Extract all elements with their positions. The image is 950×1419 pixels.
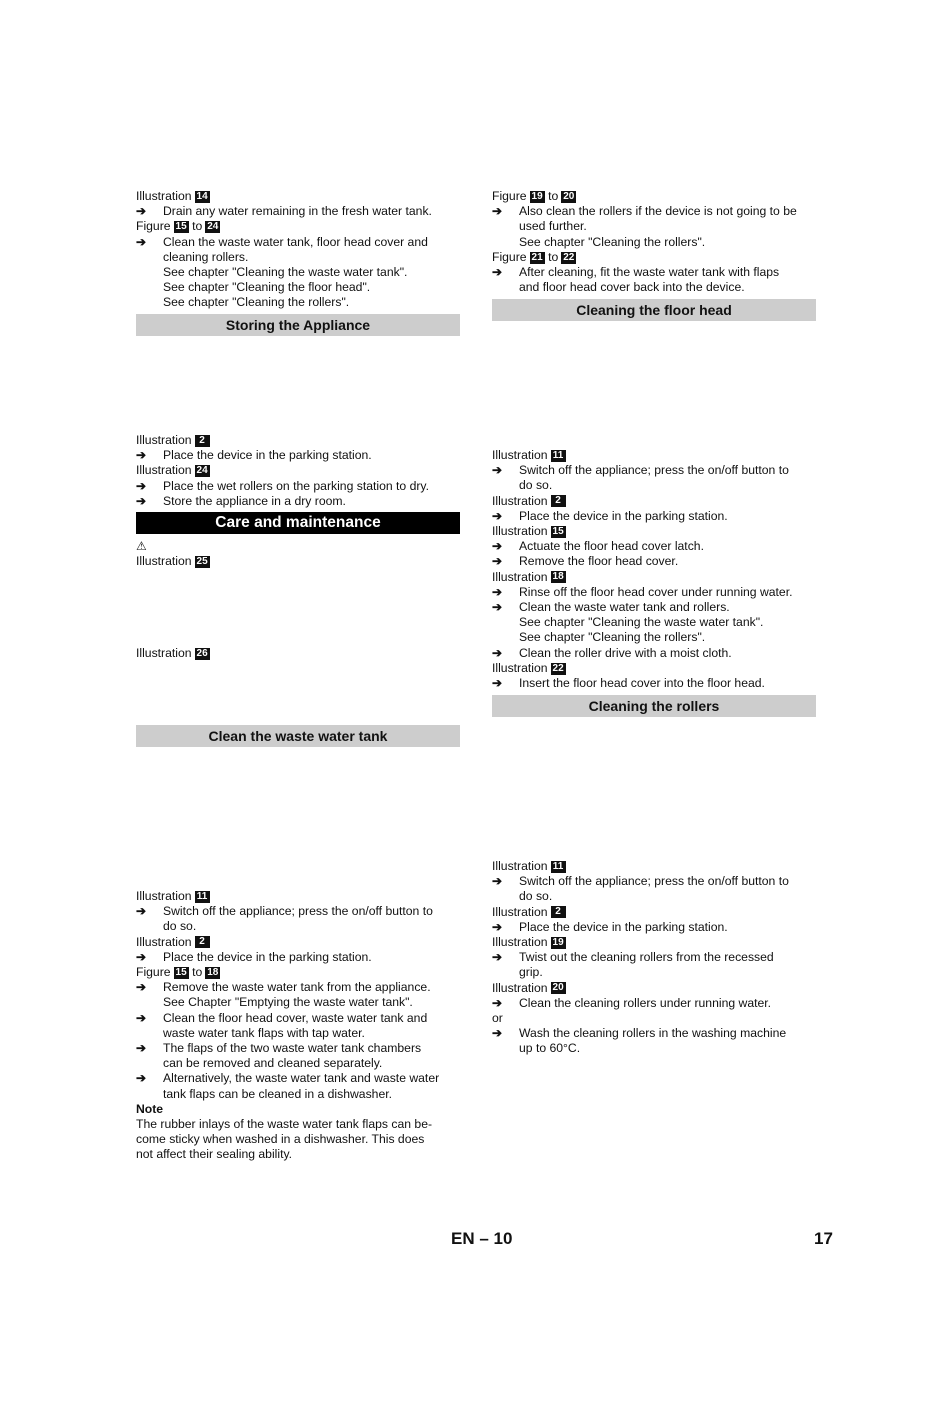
arrow-icon: ➔ xyxy=(492,539,503,554)
arrow-icon: ➔ xyxy=(136,234,147,249)
note-text: come sticky when washed in a dishwasher. This does xyxy=(136,1132,425,1147)
step: ➔ Switch off the appliance; press the on/off button to xyxy=(492,463,789,478)
figure-number-badge: 2 xyxy=(195,936,210,948)
arrow-icon: ➔ xyxy=(136,949,147,964)
step: ➔ Drain any water remaining in the fresh water tank. xyxy=(136,204,432,219)
illustration-ref: Illustration 19 xyxy=(492,935,564,950)
arrow-icon: ➔ xyxy=(492,554,503,569)
arrow-icon: ➔ xyxy=(136,1071,147,1086)
or-separator: or xyxy=(492,1011,503,1026)
figure-number-badge: 2 xyxy=(551,906,566,918)
arrow-icon: ➔ xyxy=(136,980,147,995)
illustration-ref: Illustration 15 xyxy=(492,524,564,539)
arrow-icon: ➔ xyxy=(492,919,503,934)
illustration-ref: Illustration 20 xyxy=(492,980,564,995)
section-heading-care: Care and maintenance xyxy=(136,512,460,534)
figure-number-badge: 20 xyxy=(552,982,564,994)
care-block xyxy=(136,539,460,569)
step: ➔ The flaps of the two waste water tank chambers xyxy=(136,1041,422,1056)
figure-number-badge: 18 xyxy=(207,966,219,978)
figure-number-badge: 15 xyxy=(552,525,564,537)
figure-number-badge: 24 xyxy=(207,221,219,233)
arrow-icon: ➔ xyxy=(136,204,147,219)
step: ➔ Switch off the appliance; press the on/off button to xyxy=(492,874,789,889)
step: ➔ Clean the floor head cover, waste water tank and xyxy=(136,1010,428,1025)
step: ➔ Place the device in the parking station. xyxy=(492,919,728,934)
note-text: not affect their sealing ability. xyxy=(136,1147,293,1162)
illustration-ref: Illustration 14 xyxy=(136,189,208,203)
step: ➔ Rinse off the floor head cover under running water. xyxy=(492,584,793,599)
note-text: The rubber inlays of the waste water tank flaps can be- xyxy=(136,1117,433,1132)
section-heading-storing: Storing the Appliance xyxy=(136,314,460,336)
illustration-ref: Illustration 25 xyxy=(136,554,208,569)
step: ➔ Insert the floor head cover into the floor head. xyxy=(492,676,765,691)
step: ➔ Clean the waste water tank, floor head cover and xyxy=(136,234,428,249)
arrow-icon: ➔ xyxy=(492,676,503,691)
illustration-ref: Illustration 2 xyxy=(492,905,816,920)
illustration-ref: Illustration 2 xyxy=(136,935,460,950)
figure-number-badge: 15 xyxy=(175,221,187,233)
step: ➔ Place the device in the parking station. xyxy=(136,949,372,964)
step: ➔ Place the device in the parking station. xyxy=(136,448,372,463)
figure-number-badge: 19 xyxy=(552,936,564,948)
arrow-icon: ➔ xyxy=(492,508,503,523)
illustration-ref: Illustration 18 xyxy=(492,569,564,584)
illustration-ref: Illustration 2 xyxy=(492,494,816,509)
arrow-icon: ➔ xyxy=(492,265,503,280)
figure-ref: Figure 15 to 18 xyxy=(136,965,219,980)
section-heading-waste-tank: Clean the waste water tank xyxy=(136,725,460,747)
step: ➔ Actuate the floor head cover latch. xyxy=(492,539,704,554)
storing-steps xyxy=(136,433,460,509)
step: ➔ Twist out the cleaning rollers from the recessed xyxy=(492,950,774,965)
figure-number-badge: 11 xyxy=(551,450,566,462)
section-heading-rollers: Cleaning the rollers xyxy=(492,695,816,717)
figure-ref: Figure 21 to 22 xyxy=(492,249,575,264)
figure-number-badge: 19 xyxy=(531,190,543,202)
care-illustration xyxy=(136,646,460,661)
floor-head-steps: Illustration 11 ➔ Switch off the appliance; press the on/off button to do so. Illustration 2 ➔ Place the device in the parking station. Illustration 15 ➔ Actuate the floor head cover latch. ➔ Remove the floor head cover. Illustration 18 ➔ Rinse off the floor head cover under running water. ➔ Clean the waste water tank and rollers. See chapter "Cleaning the waste water tank". See chapter "Cleaning the rollers". ➔ Clean the roller drive with a moist cloth. Illustration 22 ➔ Insert the floor head cover into the floor head. xyxy=(492,448,816,691)
arrow-icon: ➔ xyxy=(492,584,503,599)
step: ➔ Alternatively, the waste water tank and waste water xyxy=(136,1071,440,1086)
figure-number-badge: 11 xyxy=(195,891,210,903)
step: ➔ Clean the cleaning rollers under running water. xyxy=(492,995,772,1010)
step: ➔ After cleaning, fit the waste water tank with flaps xyxy=(492,265,780,280)
arrow-icon: ➔ xyxy=(492,874,503,889)
illustration-ref: Illustration 24 xyxy=(136,463,208,478)
illustration-ref: Illustration 11 xyxy=(492,859,816,874)
illustration-ref: Illustration 11 xyxy=(492,448,816,463)
arrow-icon: ➔ xyxy=(136,904,147,919)
step: ➔ Remove the waste water tank from the appliance. xyxy=(136,980,431,995)
illustration-ref: Illustration 2 xyxy=(136,433,460,448)
arrow-icon: ➔ xyxy=(136,478,147,493)
illustration-ref: Illustration 22 xyxy=(492,660,564,675)
illustration-ref: Illustration 11 xyxy=(136,889,460,904)
figure-ref: Figure 15 to 24 xyxy=(136,219,219,234)
arrow-icon: ➔ xyxy=(492,995,503,1010)
figure-number-badge: 25 xyxy=(196,555,208,567)
figure-number-badge: 14 xyxy=(196,190,208,202)
figure-number-badge: 15 xyxy=(175,966,187,978)
step: ➔ Clean the roller drive with a moist cloth. xyxy=(492,645,732,660)
figure-number-badge: 22 xyxy=(552,662,564,674)
step: ➔ Store the appliance in a dry room. xyxy=(136,493,346,508)
warning-icon: ⚠ xyxy=(136,539,147,553)
figure-number-badge: 22 xyxy=(563,251,575,263)
arrow-icon: ➔ xyxy=(492,463,503,478)
figure-number-badge: 24 xyxy=(196,465,208,477)
step: ➔ Remove the floor head cover. xyxy=(492,554,679,569)
arrow-icon: ➔ xyxy=(136,493,147,508)
note-label: Note xyxy=(136,1101,164,1116)
step: ➔ Place the wet rollers on the parking station to dry. xyxy=(136,478,430,493)
footer-language-page: EN – 10 xyxy=(451,1229,513,1248)
section-heading-floor-head: Cleaning the floor head xyxy=(492,299,816,321)
figure-number-badge: 2 xyxy=(195,435,210,447)
arrow-icon: ➔ xyxy=(136,1041,147,1056)
figure-number-badge: 2 xyxy=(551,495,566,507)
figure-number-badge: 26 xyxy=(196,647,208,659)
illustration-ref: Illustration 26 xyxy=(136,646,208,660)
figure-ref: Figure 19 to 20 xyxy=(492,189,575,203)
arrow-icon: ➔ xyxy=(492,645,503,660)
waste-tank-steps: Illustration 11 ➔ Switch off the appliance; press the on/off button to do so. Illustration 2 ➔ Place the device in the parking station. Figure 15 to 18 ➔ Remove the waste water tank from the appliance. See Chapter "Emptying the waste water tank". ➔ Clean the floor head cover, waste water tank and waste water tank flaps with tap water. ➔ The flaps of the two waste water tank chambers can be removed and cleaned separately. ➔ Alternatively, the waste water tank and waste water tank flaps can be cleaned in a dishwasher. Note The rubber inlays of the waste water tank flaps can be- come sticky when washed in a dishwasher. This does not affect their sealing ability. xyxy=(136,889,460,1163)
arrow-icon: ➔ xyxy=(136,448,147,463)
rollers-steps: Illustration 11 ➔ Switch off the appliance; press the on/off button to do so. Illustration 2 ➔ Place the device in the parking station. Illustration 19 ➔ Twist out the cleaning rollers from the recessed grip. Illustration 20 ➔ Clean the cleaning rollers under running water. or ➔ Wash the cleaning rollers in the washing machine up to 60°C. xyxy=(492,859,816,1057)
arrow-icon: ➔ xyxy=(492,950,503,965)
page-number: 17 xyxy=(814,1229,833,1248)
step: ➔ Wash the cleaning rollers in the washing machine xyxy=(492,1026,787,1041)
figure-number-badge: 11 xyxy=(551,861,566,873)
figure-number-badge: 18 xyxy=(552,571,564,583)
arrow-icon: ➔ xyxy=(492,600,503,615)
step: ➔ Also clean the rollers if the device is not going to be xyxy=(492,204,797,219)
arrow-icon: ➔ xyxy=(492,1026,503,1041)
step: ➔ Place the device in the parking station. xyxy=(492,508,728,523)
arrow-icon: ➔ xyxy=(492,204,503,219)
step: ➔ Switch off the appliance; press the on/off button to xyxy=(136,904,433,919)
storing-intro: Illustration 14 ➔ Drain any water remaining in the fresh water tank. Figure 15 to 24 ➔ Clean the waste water tank, floor head cover and cleaning rollers. See chapter "Cleaning the waste water tank". See chapter "Cleaning the floor head". See chapter "Cleaning the rollers". xyxy=(136,189,460,311)
figure-number-badge: 20 xyxy=(563,190,575,202)
storing-continued: Figure 19 to 20 ➔ Also clean the rollers if the device is not going to be used further. See chapter "Cleaning the rollers". Figure 21 to 22 ➔ After cleaning, fit the waste water tank with flaps and floor head cover back into the device. xyxy=(492,189,816,295)
arrow-icon: ➔ xyxy=(136,1010,147,1025)
step: ➔ Clean the waste water tank and rollers. xyxy=(492,600,730,615)
figure-number-badge: 21 xyxy=(531,251,543,263)
